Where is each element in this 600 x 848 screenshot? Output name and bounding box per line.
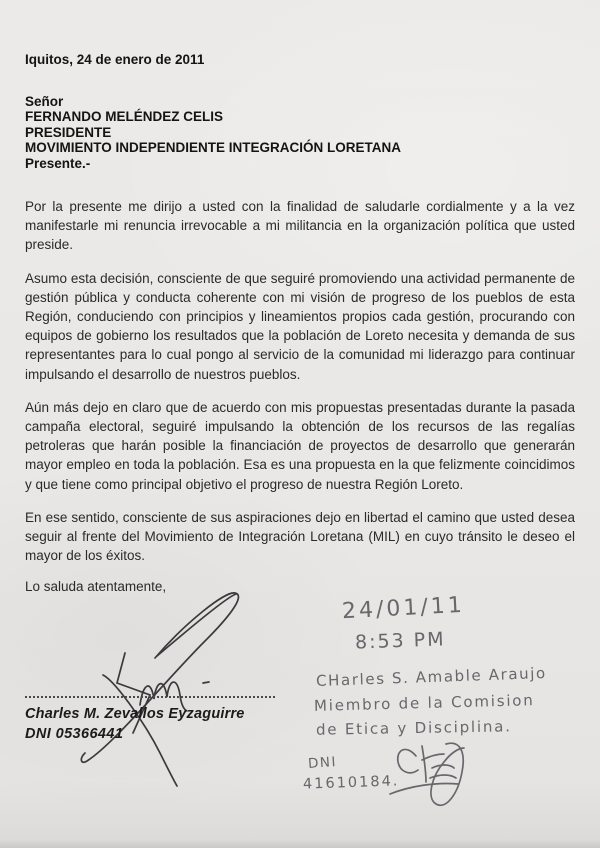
signature-stroke-angle	[117, 653, 150, 733]
initials-h-stroke	[422, 746, 444, 782]
initials-c-stroke	[398, 749, 418, 772]
recipient-title: PRESIDENTE	[25, 124, 112, 140]
handwritten-time: 8:53 PM	[354, 628, 446, 654]
handwritten-note-role-2: de Etica y Disciplina.	[315, 717, 512, 739]
paragraph-2: Asumo esta decisión, consciente de que seguiré promoviendo una actividad permanente de gestión pública y conducta coherente con mi visión de progreso de los pueblos de esta Región, conduciendo con principios y lineamientos propios cada gestión, procurando con equipos de gobierno los resultados que la población de Loreto necesita y demanda de sus representantes para lo cual pongo al servicio de la comunidad mi liderazgo para continuar impulsando el desarrollo de nuestros pueblos.	[25, 270, 575, 382]
signer-dni: DNI 05366441	[25, 726, 124, 742]
closing-line: Lo saluda atentamente,	[25, 579, 167, 595]
recipient-organization: MOVIMIENTO INDEPENDIENTE INTEGRACIÓN LORETANA	[25, 140, 402, 156]
signature-scribble	[55, 583, 295, 793]
signature-rule	[25, 696, 275, 698]
signature-stroke-loop	[81, 593, 238, 762]
handwritten-note-role-1: Miembro de la Comision	[313, 691, 535, 715]
initials-underline-stroke	[390, 783, 458, 794]
letter-date: Iquitos, 24 de enero de 2011	[25, 52, 205, 67]
signer-name: Charles M. Zevallos Eyzaguirre	[25, 706, 245, 722]
initials-oval-stroke	[431, 743, 464, 805]
paragraph-4: En ese sentido, consciente de sus aspiraciones dejo en libertad el camino que usted desea seguir al frente del Movimiento de Integración Loretana (MIL) en cuyo tránsito le deseo el mayor de los éxitos.	[25, 509, 575, 564]
recipient-presente: Presente.-	[25, 155, 91, 171]
handwritten-note-name: CHarles S. Amable Araujo	[315, 663, 548, 691]
handwritten-dni-label: DNI	[307, 754, 338, 772]
recipient-name: FERNANDO MELÉNDEZ CELIS	[25, 109, 224, 125]
signature-stroke-cross	[103, 594, 236, 786]
handwritten-initials-flourish	[388, 738, 478, 818]
signature-stroke-m	[140, 682, 187, 711]
signature-stroke-dash	[203, 682, 209, 683]
handwritten-date: 24/01/11	[341, 592, 466, 625]
handwritten-dni-number: 41610184.	[302, 773, 400, 793]
initials-scribble-stroke	[430, 765, 456, 778]
recipient-block	[25, 94, 575, 171]
paragraph-1: Por la presente me dirijo a usted con la finalidad de saludarle cordialmente y a la vez manifestarle mi renuncia irrevocable a mi militancia en la organización política que usted preside.	[25, 199, 575, 253]
paragraph-3: Aún más dejo en claro que de acuerdo con mis propuestas presentadas durante la pasada campaña electoral, seguiré impulsando la obtención de los recursos de las regalías petroleras que harán posible la financiación de proyectos de desarrollo que generarán mayor empleo en toda la población. Esa es una propuesta en la que felizmente coincidimos y que tiene como principal objetivo el progreso de nuestra Región Loreto.	[25, 399, 575, 492]
recipient-salutation: Señor	[25, 94, 64, 109]
